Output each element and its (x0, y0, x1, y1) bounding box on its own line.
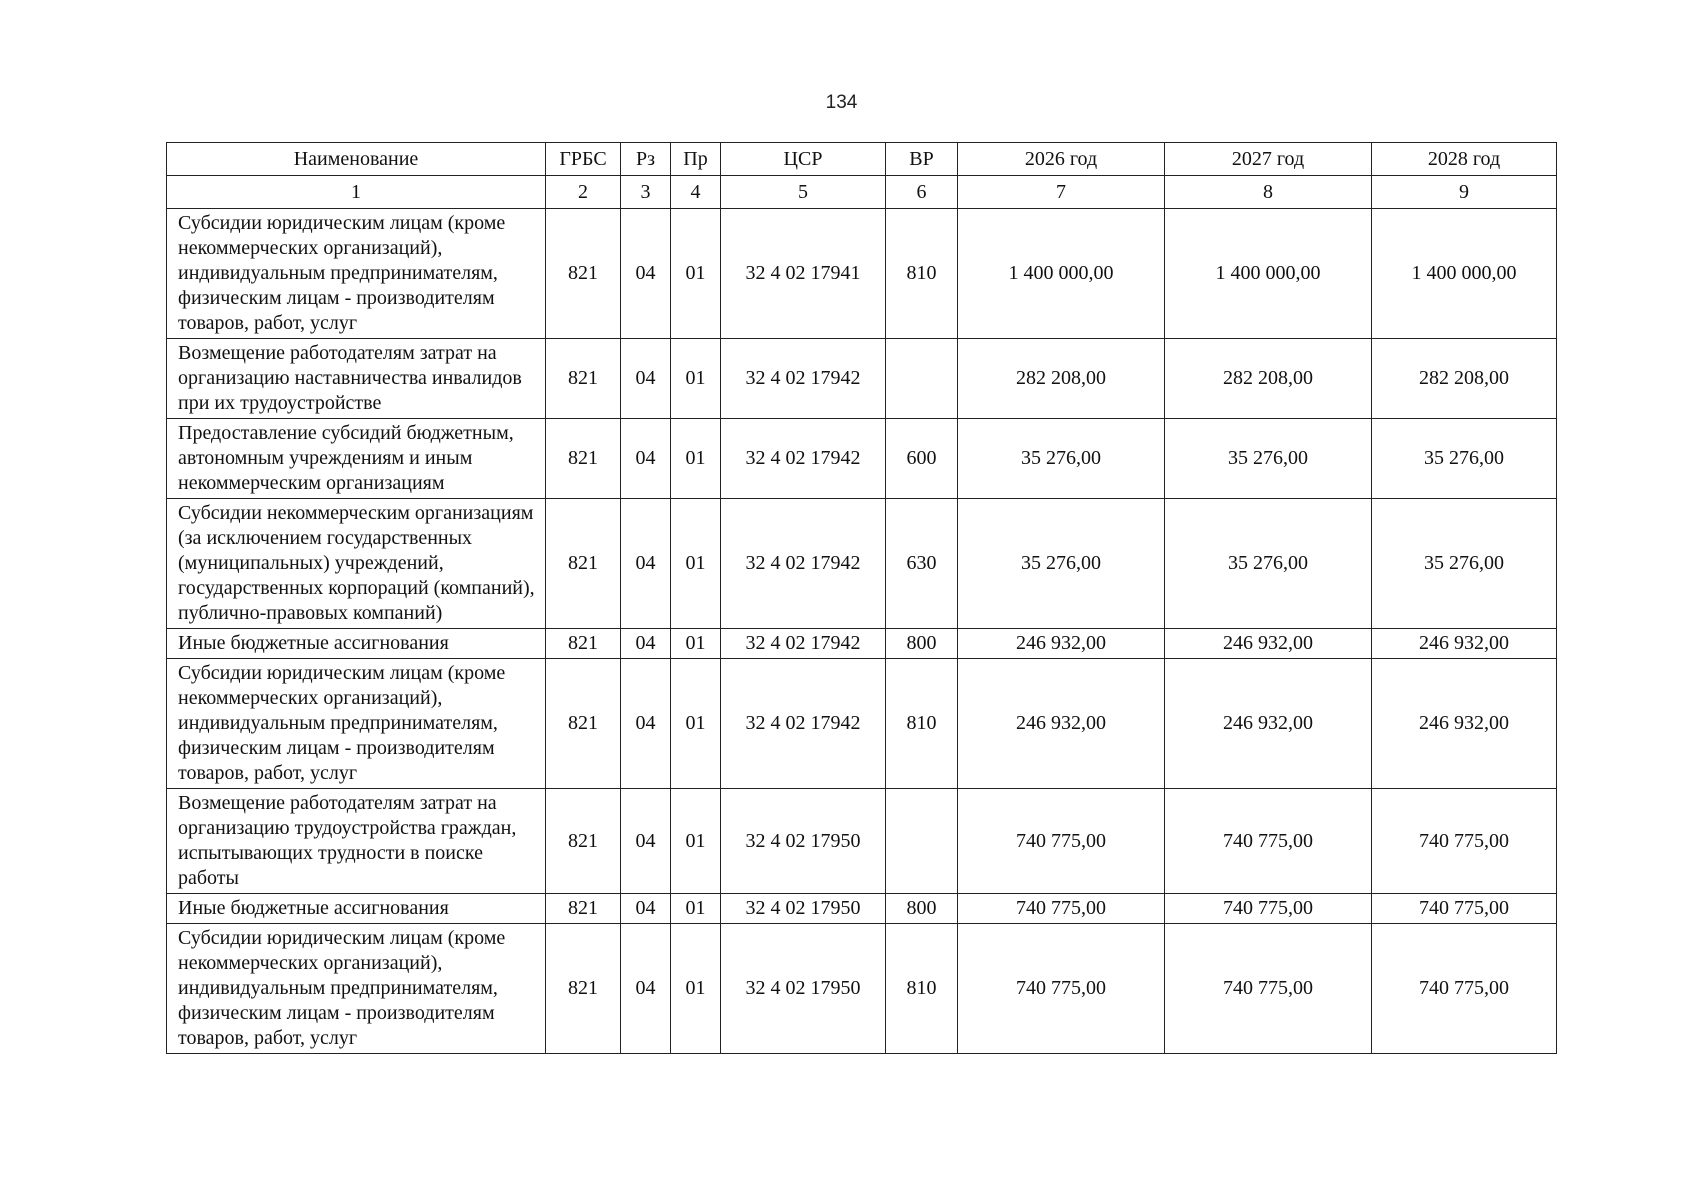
row-rz: 04 (621, 659, 671, 789)
row-vr: 810 (886, 209, 958, 339)
row-csr: 32 4 02 17942 (721, 499, 886, 629)
row-grbs: 821 (546, 419, 621, 499)
row-name: Иные бюджетные ассигнования (167, 894, 546, 924)
row-grbs: 821 (546, 629, 621, 659)
row-csr: 32 4 02 17950 (721, 894, 886, 924)
row-amount-2027: 246 932,00 (1165, 659, 1372, 789)
row-rz: 04 (621, 629, 671, 659)
row-csr: 32 4 02 17942 (721, 339, 886, 419)
row-amount-2026: 246 932,00 (958, 629, 1165, 659)
row-vr: 630 (886, 499, 958, 629)
row-amount-2027: 35 276,00 (1165, 499, 1372, 629)
row-amount-2027: 1 400 000,00 (1165, 209, 1372, 339)
row-csr: 32 4 02 17942 (721, 419, 886, 499)
row-vr (886, 789, 958, 894)
row-name: Возмещение работодателям затрат на организацию наставничества инвалидов при их трудоустройстве (167, 339, 546, 419)
row-name: Субсидии юридическим лицам (кроме некоммерческих организаций), индивидуальным предпринимателям, физическим лицам - производителям товаров, работ, услуг (167, 209, 546, 339)
row-grbs: 821 (546, 339, 621, 419)
row-vr: 810 (886, 924, 958, 1054)
row-name: Субсидии некоммерческим организациям (за исключением государственных (муниципальных) учреждений, государственных корпораций (компаний), публично-правовых компаний) (167, 499, 546, 629)
row-rz: 04 (621, 339, 671, 419)
row-amount-2027: 740 775,00 (1165, 789, 1372, 894)
row-amount-2026: 740 775,00 (958, 894, 1165, 924)
column-number: 1 (167, 176, 546, 209)
row-pr: 01 (671, 659, 721, 789)
table-row (167, 419, 1557, 499)
header-csr: ЦСР (721, 143, 886, 176)
table-row (167, 209, 1557, 339)
row-vr: 800 (886, 629, 958, 659)
row-amount-2028: 35 276,00 (1372, 499, 1557, 629)
table-row (167, 659, 1557, 789)
page-number: 134 (825, 92, 858, 113)
row-pr: 01 (671, 339, 721, 419)
row-vr (886, 339, 958, 419)
row-rz: 04 (621, 924, 671, 1054)
row-amount-2026: 35 276,00 (958, 499, 1165, 629)
row-amount-2026: 246 932,00 (958, 659, 1165, 789)
column-number: 7 (958, 176, 1165, 209)
row-amount-2026: 35 276,00 (958, 419, 1165, 499)
row-grbs: 821 (546, 659, 621, 789)
row-rz: 04 (621, 894, 671, 924)
header-2028: 2028 год (1372, 143, 1557, 176)
row-name: Субсидии юридическим лицам (кроме некоммерческих организаций), индивидуальным предпринимателям, физическим лицам - производителям товаров, работ, услуг (167, 659, 546, 789)
row-vr: 800 (886, 894, 958, 924)
row-grbs: 821 (546, 789, 621, 894)
column-number: 8 (1165, 176, 1372, 209)
header-pr: Пр (671, 143, 721, 176)
row-amount-2026: 282 208,00 (958, 339, 1165, 419)
column-number: 5 (721, 176, 886, 209)
column-number-row (167, 176, 1557, 209)
row-rz: 04 (621, 499, 671, 629)
row-amount-2027: 740 775,00 (1165, 894, 1372, 924)
header-vr: ВР (886, 143, 958, 176)
column-number: 9 (1372, 176, 1557, 209)
row-amount-2028: 740 775,00 (1372, 789, 1557, 894)
row-grbs: 821 (546, 924, 621, 1054)
row-rz: 04 (621, 419, 671, 499)
row-vr: 810 (886, 659, 958, 789)
row-grbs: 821 (546, 209, 621, 339)
row-amount-2027: 740 775,00 (1165, 924, 1372, 1054)
table-row (167, 894, 1557, 924)
row-rz: 04 (621, 789, 671, 894)
row-csr: 32 4 02 17942 (721, 659, 886, 789)
header-2026: 2026 год (958, 143, 1165, 176)
row-amount-2028: 246 932,00 (1372, 659, 1557, 789)
row-amount-2026: 740 775,00 (958, 924, 1165, 1054)
row-csr: 32 4 02 17950 (721, 924, 886, 1054)
row-amount-2026: 740 775,00 (958, 789, 1165, 894)
table-row (167, 789, 1557, 894)
table-row (167, 339, 1557, 419)
row-amount-2027: 246 932,00 (1165, 629, 1372, 659)
row-pr: 01 (671, 789, 721, 894)
table-row (167, 499, 1557, 629)
row-csr: 32 4 02 17950 (721, 789, 886, 894)
row-amount-2028: 740 775,00 (1372, 894, 1557, 924)
header-row (167, 143, 1557, 176)
header-name: Наименование (167, 143, 546, 176)
header-grbs: ГРБС (546, 143, 621, 176)
row-csr: 32 4 02 17942 (721, 629, 886, 659)
column-number: 4 (671, 176, 721, 209)
row-pr: 01 (671, 419, 721, 499)
row-amount-2027: 35 276,00 (1165, 419, 1372, 499)
row-name: Предоставление субсидий бюджетным, автономным учреждениям и иным некоммерческим организациям (167, 419, 546, 499)
column-number: 2 (546, 176, 621, 209)
header-2027: 2027 год (1165, 143, 1372, 176)
row-amount-2028: 282 208,00 (1372, 339, 1557, 419)
row-amount-2028: 35 276,00 (1372, 419, 1557, 499)
row-pr: 01 (671, 209, 721, 339)
row-vr: 600 (886, 419, 958, 499)
row-amount-2026: 1 400 000,00 (958, 209, 1165, 339)
row-grbs: 821 (546, 894, 621, 924)
row-amount-2028: 740 775,00 (1372, 924, 1557, 1054)
row-rz: 04 (621, 209, 671, 339)
row-csr: 32 4 02 17941 (721, 209, 886, 339)
column-number: 6 (886, 176, 958, 209)
row-amount-2027: 282 208,00 (1165, 339, 1372, 419)
row-amount-2028: 1 400 000,00 (1372, 209, 1557, 339)
row-name: Возмещение работодателям затрат на организацию трудоустройства граждан, испытывающих трудности в поиске работы (167, 789, 546, 894)
budget-table (166, 142, 1557, 1054)
row-pr: 01 (671, 629, 721, 659)
row-pr: 01 (671, 924, 721, 1054)
header-rz: Рз (621, 143, 671, 176)
row-amount-2028: 246 932,00 (1372, 629, 1557, 659)
table-row (167, 629, 1557, 659)
table-row (167, 924, 1557, 1054)
row-pr: 01 (671, 894, 721, 924)
row-grbs: 821 (546, 499, 621, 629)
row-name: Субсидии юридическим лицам (кроме некоммерческих организаций), индивидуальным предпринимателям, физическим лицам - производителям товаров, работ, услуг (167, 924, 546, 1054)
row-name: Иные бюджетные ассигнования (167, 629, 546, 659)
row-pr: 01 (671, 499, 721, 629)
column-number: 3 (621, 176, 671, 209)
